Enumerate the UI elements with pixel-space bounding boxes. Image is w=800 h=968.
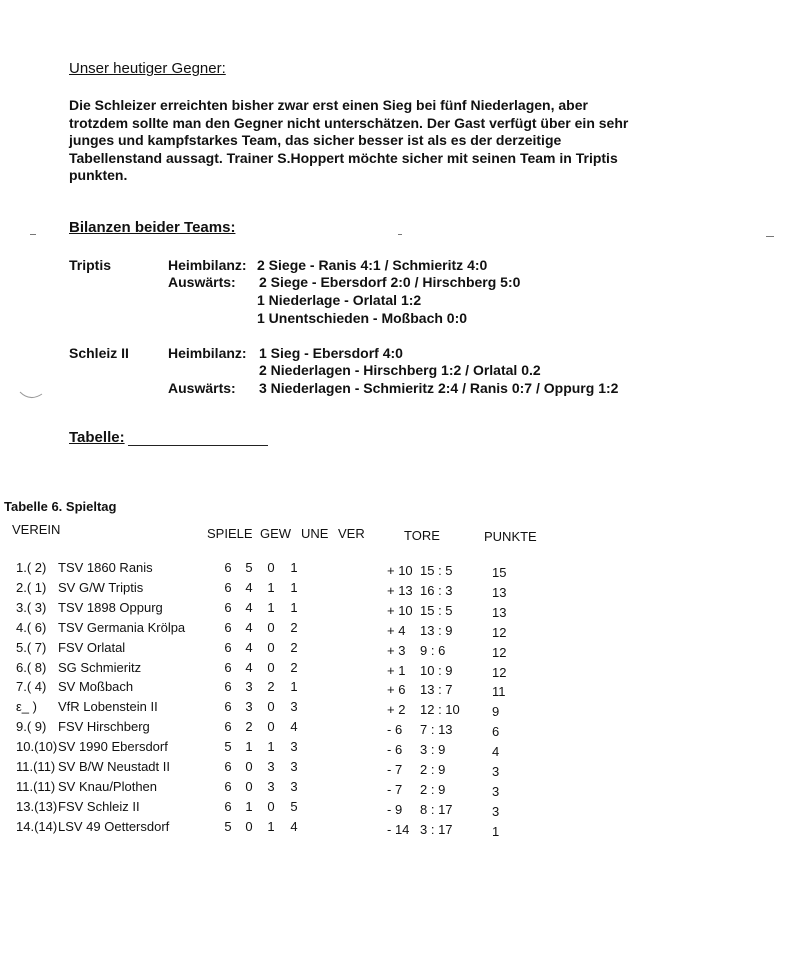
goal-diff-cell: - 7: [387, 781, 403, 797]
table-row: [0, 640, 800, 660]
table-row: [0, 739, 800, 759]
rank-cell: 9.( 9): [16, 719, 47, 735]
rank-cell: ε_ ): [16, 699, 37, 715]
triptis-team-label: Triptis: [69, 257, 112, 273]
paragraph-line: junges und kampfstarkes Team, das sicher besser ist als es der derzeitige: [69, 132, 562, 148]
games-cell: 6: [224, 679, 232, 695]
points-cell: 15: [492, 565, 507, 580]
draws-cell: 0: [267, 798, 275, 814]
goals-cell: 16 : 3: [420, 582, 453, 598]
table-row: [0, 799, 800, 819]
games-cell: 6: [224, 699, 232, 715]
wins-cell: 1: [245, 739, 253, 755]
draws-cell: 0: [267, 619, 275, 635]
goal-diff-cell: - 14: [387, 821, 410, 837]
draws-cell: 0: [267, 560, 275, 575]
goals-cell: 10 : 9: [420, 662, 453, 678]
draws-cell: 0: [267, 719, 275, 735]
rank-cell: 7.( 4): [16, 679, 47, 695]
goal-diff-cell: - 6: [387, 722, 403, 738]
table-row: [0, 620, 800, 640]
scan-mark: [398, 234, 402, 235]
goals-cell: 13 : 9: [420, 622, 453, 638]
points-cell: 12: [492, 644, 507, 660]
rank-cell: 2.( 1): [16, 579, 47, 595]
schleiz-team-label: Schleiz II: [69, 345, 129, 361]
goal-diff-cell: + 10: [387, 563, 413, 578]
games-cell: 6: [224, 579, 232, 595]
triptis-home-record: 2 Siege - Ranis 4:1 / Schmieritz 4:0: [257, 257, 488, 273]
column-header: TORE: [404, 528, 440, 543]
games-cell: 6: [224, 659, 232, 675]
points-cell: 3: [492, 803, 500, 819]
table-row: [0, 719, 800, 739]
column-header: PUNKTE: [484, 529, 537, 544]
paragraph-line: trotzdem sollte man den Gegner nicht unterschätzen. Der Gast verfügt über ein sehr: [69, 114, 629, 131]
draws-cell: 3: [267, 778, 275, 794]
wins-cell: 0: [245, 778, 253, 794]
goal-diff-cell: + 13: [387, 582, 413, 598]
draws-cell: 1: [267, 739, 275, 755]
goals-cell: 15 : 5: [420, 602, 453, 618]
points-cell: 4: [492, 744, 500, 760]
losses-cell: 3: [290, 778, 298, 794]
goals-cell: 12 : 10: [420, 702, 460, 718]
schleiz-home-label: Heimbilanz:: [168, 345, 247, 361]
points-cell: 3: [492, 764, 500, 779]
triptis-away-record: 2 Siege - Ebersdorf 2:0 / Hirschberg 5:0: [259, 274, 521, 290]
wins-cell: 0: [245, 818, 253, 834]
losses-cell: 3: [290, 759, 298, 774]
goals-cell: 3 : 9: [420, 742, 446, 758]
losses-cell: 4: [290, 818, 298, 834]
schleiz-home-record: 1 Sieg - Ebersdorf 4:0: [259, 345, 403, 361]
team-cell: TSV Germania Krölpa: [58, 619, 186, 635]
team-cell: TSV 1860 Ranis: [58, 560, 153, 575]
draws-cell: 3: [267, 759, 275, 774]
rank-cell: 6.( 8): [16, 659, 47, 675]
points-cell: 13: [492, 584, 507, 600]
points-cell: 12: [492, 624, 507, 640]
games-cell: 6: [224, 639, 232, 655]
team-cell: SV G/W Triptis: [58, 579, 144, 595]
scan-mark: [766, 236, 774, 237]
goal-diff-cell: + 10: [387, 602, 413, 618]
games-cell: 5: [224, 818, 232, 834]
goals-cell: 2 : 9: [420, 781, 446, 797]
points-cell: 9: [492, 704, 500, 720]
goal-diff-cell: - 9: [387, 801, 403, 817]
team-cell: VfR Lobenstein II: [58, 699, 158, 715]
goal-diff-cell: + 1: [387, 662, 406, 678]
paragraph-line: Tabellenstand aussagt. Trainer S.Hoppert möchte sicher mit seinen Team in Triptis: [69, 149, 618, 166]
games-cell: 6: [224, 619, 232, 635]
wins-cell: 4: [245, 639, 253, 655]
rank-cell: 10.(10): [16, 739, 58, 755]
table-heading-underline: [128, 445, 268, 446]
losses-cell: 1: [290, 679, 298, 695]
rank-cell: 13.(13): [16, 798, 58, 814]
losses-cell: 1: [290, 560, 298, 575]
points-cell: 12: [492, 664, 507, 680]
wins-cell: 3: [245, 699, 253, 715]
points-cell: 1: [492, 823, 500, 839]
games-cell: 6: [224, 719, 232, 735]
team-cell: SV Knau/Plothen: [58, 778, 158, 794]
losses-cell: 2: [290, 639, 298, 655]
games-cell: 6: [224, 599, 232, 615]
paragraph-line: Die Schleizer erreichten bisher zwar erst einen Sieg bei fünf Niederlagen, aber: [69, 97, 588, 113]
goals-cell: 13 : 7: [420, 682, 453, 698]
wins-cell: 4: [245, 619, 253, 635]
table-row: [0, 660, 800, 680]
opponent-heading: Unser heutiger Gegner:: [69, 60, 226, 77]
team-cell: TSV 1898 Oppurg: [58, 599, 163, 615]
draws-cell: 2: [267, 679, 275, 695]
draws-cell: 1: [267, 579, 275, 595]
rank-cell: 1.( 2): [16, 560, 47, 575]
rank-cell: 11.(11): [16, 759, 56, 774]
draws-cell: 1: [267, 818, 275, 834]
games-cell: 6: [224, 798, 232, 814]
table-heading: Tabelle:: [69, 429, 125, 446]
rank-cell: 11.(11): [16, 778, 56, 794]
rank-cell: 4.( 6): [16, 619, 47, 635]
points-cell: 11: [492, 684, 506, 700]
goal-diff-cell: + 2: [387, 702, 406, 718]
goals-cell: 15 : 5: [420, 563, 453, 578]
triptis-away-record: 1 Unentschieden - Moßbach 0:0: [257, 310, 468, 326]
losses-cell: 4: [290, 719, 298, 735]
points-cell: 6: [492, 724, 500, 740]
wins-cell: 4: [245, 659, 253, 675]
table-row: [0, 819, 800, 839]
losses-cell: 2: [290, 619, 298, 635]
goals-cell: 7 : 13: [420, 722, 453, 738]
team-cell: SV B/W Neustadt II: [58, 759, 170, 774]
wins-cell: 3: [245, 679, 253, 695]
goals-cell: 3 : 17: [420, 821, 453, 837]
goals-cell: 9 : 6: [420, 642, 446, 658]
schleiz-away-record: 3 Niederlagen - Schmieritz 2:4 / Ranis 0:7 / Oppurg 1:2: [259, 380, 619, 396]
goal-diff-cell: - 7: [387, 762, 403, 777]
goal-diff-cell: + 6: [387, 682, 406, 698]
column-header: SPIELE: [207, 526, 253, 541]
losses-cell: 2: [290, 659, 298, 675]
opponent-paragraph: [69, 97, 628, 185]
team-cell: SG Schmieritz: [58, 659, 142, 675]
column-header: VER: [338, 526, 365, 541]
team-cell: FSV Schleiz II: [58, 798, 140, 814]
column-header: VEREIN: [12, 522, 61, 537]
scan-mark: [30, 234, 36, 235]
games-cell: 6: [224, 560, 232, 575]
table-row: [0, 699, 800, 719]
wins-cell: 4: [245, 579, 253, 595]
paragraph-line: punkten.: [69, 167, 128, 183]
triptis-home-label: Heimbilanz:: [168, 257, 247, 273]
team-cell: FSV Orlatal: [58, 639, 126, 655]
games-cell: 5: [224, 739, 232, 755]
standings-title: Tabelle 6. Spieltag: [4, 499, 117, 514]
column-header: GEW: [260, 526, 292, 541]
schleiz-away-label: Auswärts:: [168, 380, 236, 396]
draws-cell: 0: [267, 699, 275, 715]
wins-cell: 4: [245, 599, 253, 615]
table-row: [0, 600, 800, 620]
wins-cell: 5: [245, 560, 253, 575]
goal-diff-cell: + 3: [387, 642, 406, 658]
balance-heading: Bilanzen beider Teams:: [69, 219, 236, 236]
rank-cell: 5.( 7): [16, 639, 47, 655]
draws-cell: 0: [267, 639, 275, 655]
games-cell: 6: [224, 759, 232, 774]
wins-cell: 0: [245, 759, 253, 774]
draws-cell: 0: [267, 659, 275, 675]
table-row: [0, 759, 800, 779]
schleiz-home-record: 2 Niederlagen - Hirschberg 1:2 / Orlatal 0.2: [259, 362, 541, 378]
scan-mark-arc: [18, 388, 44, 402]
goal-diff-cell: + 4: [387, 622, 406, 638]
draws-cell: 1: [267, 599, 275, 615]
table-row: [0, 779, 800, 799]
losses-cell: 3: [290, 739, 298, 755]
wins-cell: 1: [245, 798, 253, 814]
rank-cell: 14.(14): [16, 818, 58, 834]
points-cell: 13: [492, 604, 507, 620]
team-cell: SV 1990 Ebersdorf: [58, 739, 168, 755]
rank-cell: 3.( 3): [16, 599, 47, 615]
team-cell: FSV Hirschberg: [58, 719, 150, 735]
goals-cell: 8 : 17: [420, 801, 453, 817]
wins-cell: 2: [245, 719, 253, 735]
triptis-away-record: 1 Niederlage - Orlatal 1:2: [257, 292, 422, 308]
losses-cell: 1: [290, 579, 298, 595]
triptis-away-label: Auswärts:: [168, 274, 236, 290]
table-row: [0, 580, 800, 600]
team-cell: SV Moßbach: [58, 679, 134, 695]
losses-cell: 3: [290, 699, 298, 715]
goal-diff-cell: - 6: [387, 742, 403, 758]
goals-cell: 2 : 9: [420, 762, 446, 777]
losses-cell: 5: [290, 798, 298, 814]
games-cell: 6: [224, 778, 232, 794]
losses-cell: 1: [290, 599, 298, 615]
team-cell: LSV 49 Oettersdorf: [58, 818, 170, 834]
table-row: [0, 560, 800, 580]
column-header: UNE: [301, 526, 329, 541]
points-cell: 3: [492, 783, 500, 799]
table-row: [0, 679, 800, 699]
